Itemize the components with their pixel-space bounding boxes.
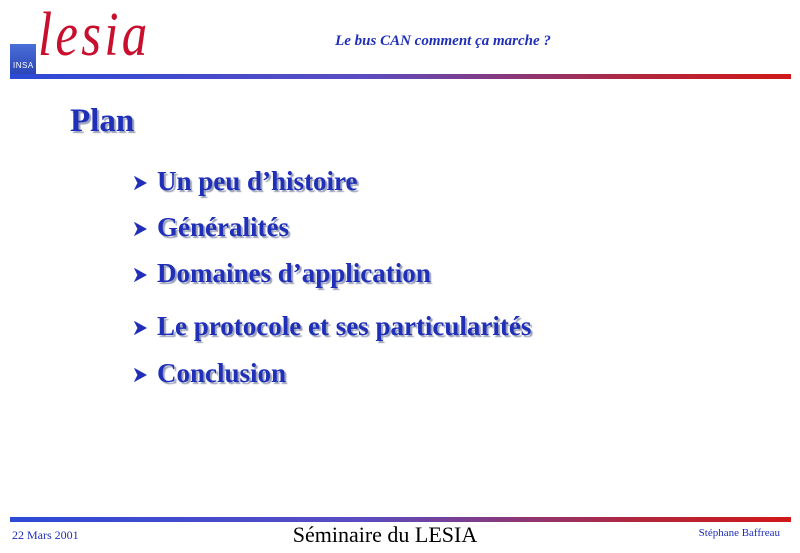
plan-item-protocol	[133, 311, 531, 342]
arrowhead-bullet-icon	[133, 268, 147, 282]
plan-item-label: Le protocole et ses particularités	[157, 311, 532, 341]
footer-author: Stéphane Baffreau	[698, 527, 780, 539]
logo-subtext: INSA	[13, 61, 34, 70]
header-title: Le bus CAN comment ça marche ?	[335, 33, 551, 49]
arrowhead-bullet-icon	[133, 222, 147, 236]
plan-item-conclusion	[133, 358, 286, 389]
plan-item-label: Domaines d’application	[157, 258, 431, 288]
arrowhead-bullet-icon	[133, 368, 147, 382]
plan-item-history	[133, 166, 358, 197]
plan-item-label: Un peu d’histoire	[157, 166, 358, 196]
plan-item-applications	[133, 258, 431, 289]
plan-item-label: Généralités	[157, 212, 289, 242]
arrowhead-bullet-icon	[133, 321, 147, 335]
arrowhead-bullet-icon	[133, 176, 147, 190]
header-divider	[10, 74, 791, 79]
plan-item-label: Conclusion	[157, 358, 287, 388]
plan-item-generalities	[133, 212, 289, 243]
footer-date: 22 Mars 2001	[12, 528, 79, 542]
slide-title: Plan	[70, 103, 135, 139]
footer-seminar-title: Séminaire du LESIA	[292, 522, 478, 547]
logo-lesia: lesia	[38, 1, 151, 69]
